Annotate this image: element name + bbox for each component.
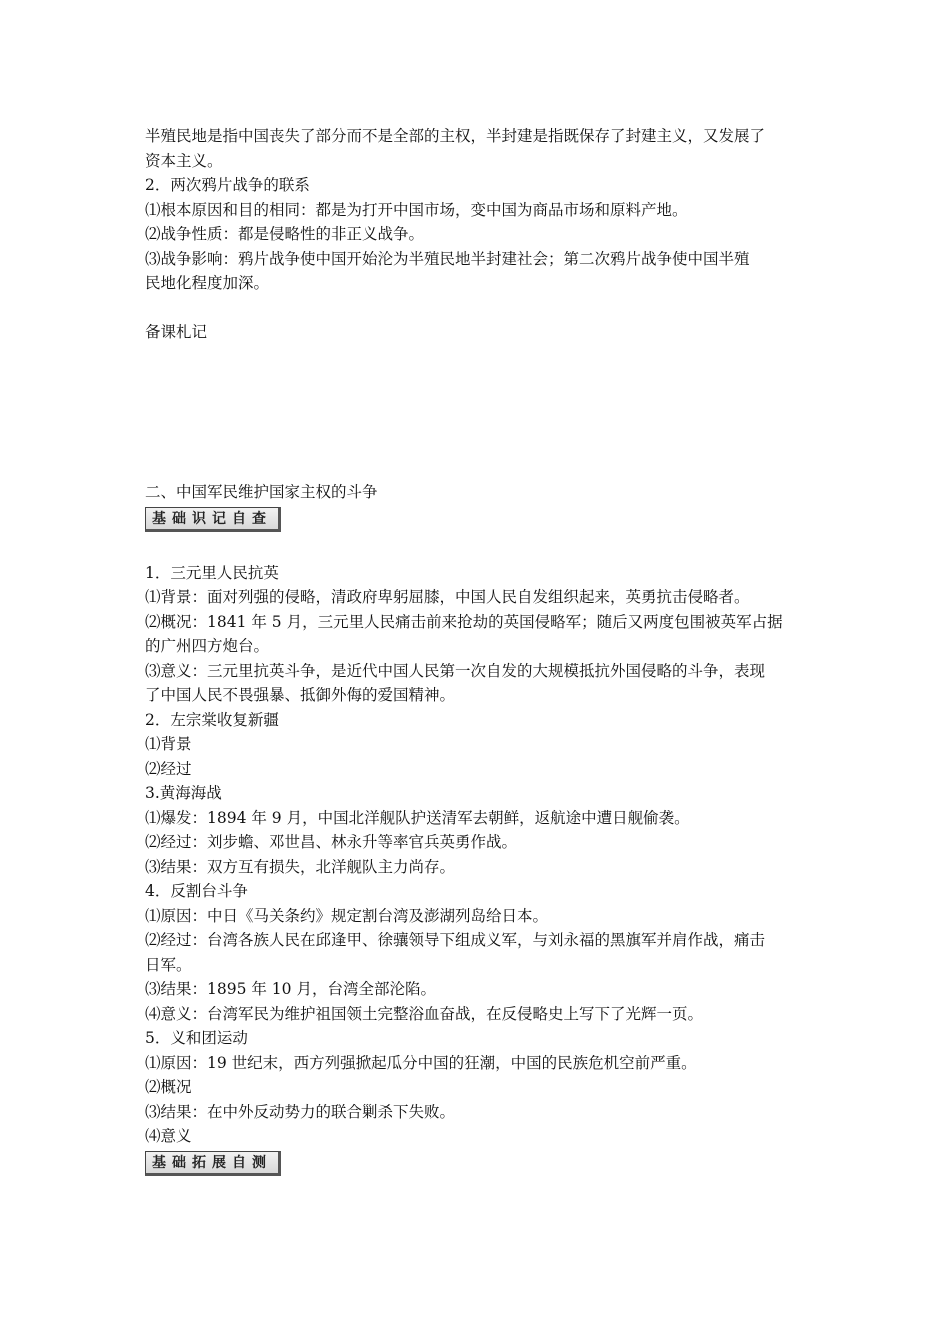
text-line: ⑵经过：台湾各族人民在邱逢甲、徐骧领导下组成义军，与刘永福的黑旗军并肩作战，痛击 [145,931,766,949]
text-line: ⑶战争影响：鸦片战争使中国开始沦为半殖民地半封建社会；第二次鸦片战争使中国半殖 [145,249,750,268]
text-line: ⑵概况：1841 年 5 月，三元里人民痛击前来抢劫的英国侵略军；随后又两度包围被英军占据 [145,612,783,631]
notes-label: 备课札记 [145,322,208,341]
heading-opium-wars-link: 2．两次鸦片战争的联系 [145,176,310,194]
document-page [145,124,815,1175]
text-line: ⑴根本原因和目的相同：都是为打开中国市场，变中国为商品市场和原料产地。 [145,200,688,219]
text-line: 资本主义。 [145,151,223,170]
badge-extend: 基础拓展自测 [145,1151,281,1176]
badge-review: 基础识记自查 [145,507,281,532]
heading-yellow-sea: 3.黄海海战 [145,784,222,802]
text-line: ⑷意义：台湾军民为维护祖国领土完整浴血奋战，在反侵略史上写下了光辉一页。 [145,1004,704,1023]
text-line: ⑵战争性质：都是侵略性的非正义战争。 [145,225,425,243]
text-line: ⑶意义：三元里抗英斗争，是近代中国人民第一次自发的大规模抵抗外国侵略的斗争，表现 [145,661,766,680]
text-line: ⑶结果：1895 年 10 月，台湾全部沦陷。 [145,980,436,998]
text-line: 了中国人民不畏强暴、抵御外侮的爱国精神。 [145,686,456,704]
text-line: ⑶结果：在中外反动势力的联合剿杀下失败。 [145,1102,456,1121]
text-line: ⑵经过 [145,759,192,778]
heading-sanyuanli: 1．三元里人民抗英 [145,563,279,582]
heading-taiwan: 4．反割台斗争 [145,882,248,900]
text-line: ⑴原因：19 世纪末，西方列强掀起瓜分中国的狂潮，中国的民族危机空前严重。 [145,1053,697,1072]
text-line: 半殖民地是指中国丧失了部分而不是全部的主权，半封建是指既保存了封建主义，又发展了 [145,127,766,145]
text-line: ⑵经过：刘步蟾、邓世昌、林永升等率官兵英勇作战。 [145,833,518,851]
text-line: ⑴爆发：1894 年 9 月，中国北洋舰队护送清军去朝鲜，返航途中遭日舰偷袭。 [145,808,690,827]
text-line: ⑵概况 [145,1078,192,1096]
section-title: 二、中国军民维护国家主权的斗争 [145,483,378,501]
text-line: ⑴原因：中日《马关条约》规定割台湾及澎湖列岛给日本。 [145,906,549,925]
text-line: ⑴背景：面对列强的侵略，清政府卑躬屈膝，中国人民自发组织起来，英勇抗击侵略者。 [145,588,750,606]
text-line: ⑷意义 [145,1127,192,1145]
heading-boxer: 5．义和团运动 [145,1029,248,1047]
text-line: 的广州四方炮台。 [145,637,270,655]
text-line: 民地化程度加深。 [145,274,270,292]
text-line: ⑶结果：双方互有损失，北洋舰队主力尚存。 [145,857,456,876]
heading-zuo-zongtang: 2．左宗棠收复新疆 [145,710,279,729]
text-line: 日军。 [145,955,192,974]
text-line: ⑴背景 [145,735,192,753]
